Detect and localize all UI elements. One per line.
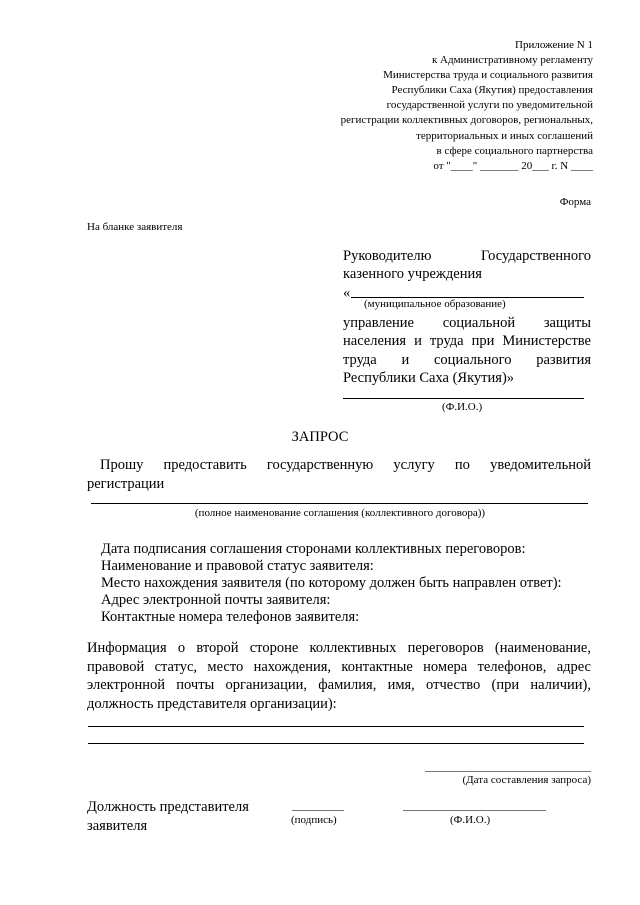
second-party-line: Информация о второй стороне коллективных переговоров (наименование, xyxy=(87,640,591,656)
second-party-line-1 xyxy=(88,726,584,727)
appendix-line: Республики Саха (Якутия) предоставления xyxy=(391,84,593,97)
second-party-line-2 xyxy=(88,743,584,744)
appendix-header xyxy=(341,38,593,174)
request-block xyxy=(87,456,591,493)
appendix-line: государственной услуги по уведомительной xyxy=(386,99,593,112)
letterhead-note: На бланке заявителя xyxy=(87,221,183,233)
page-title: ЗАПРОС xyxy=(291,429,349,445)
date-caption: (Дата составления запроса) xyxy=(462,774,591,786)
appendix-line: к Административному регламенту xyxy=(431,54,593,67)
field-label: Место нахождения заявителя (по которому должен быть направлен ответ): xyxy=(101,575,562,591)
addressee-line: « xyxy=(343,284,351,301)
addressee-fio-caption: (Ф.И.О.) xyxy=(442,401,483,413)
second-party-line: правовой статус, место нахождения, контактные номера телефонов, адрес xyxy=(87,658,591,675)
appendix-line: Министерства труда и социального развития xyxy=(383,69,593,82)
addressee-fio-line xyxy=(343,398,584,399)
addressee-line: управление социальной защиты xyxy=(343,315,591,331)
agreement-line xyxy=(91,503,588,504)
date-line xyxy=(425,771,591,772)
request-line: Прошу предоставить государственную услугу по уведомительной xyxy=(100,457,591,473)
field-label: Контактные номера телефонов заявителя: xyxy=(101,609,360,625)
form-label: Форма xyxy=(559,196,591,208)
addressee-line: Республики Саха (Якутия)» xyxy=(343,369,515,386)
appendix-line: Приложение N 1 xyxy=(515,39,593,51)
request-line: регистрации xyxy=(87,475,165,492)
appendix-line: в сфере социального партнерства xyxy=(436,144,593,157)
addressee-block-2 xyxy=(343,314,591,387)
field-label: Дата подписания соглашения сторонами коллективных переговоров: xyxy=(101,541,526,557)
appendix-line: территориальных и иных соглашений xyxy=(416,129,593,142)
second-party-line: электронной почты организации, фамилия, имя, отчество (при наличии), xyxy=(87,677,591,693)
field-label: Наименование и правовой статус заявителя: xyxy=(101,558,374,574)
addressee-line: населения и труда при Министерстве xyxy=(343,333,591,350)
addressee-block xyxy=(343,247,591,302)
position-label: Должность представителя xyxy=(87,799,249,815)
addressee-line: труда и социального развития xyxy=(343,351,591,368)
signature-line xyxy=(292,810,344,811)
field-label: Адрес электронной почты заявителя: xyxy=(101,592,331,608)
agreement-caption: (полное наименование соглашения (коллективного договора)) xyxy=(194,507,486,519)
second-party-block xyxy=(87,639,591,713)
addressee-line: казенного учреждения xyxy=(343,266,482,283)
signer-fio-caption: (Ф.И.О.) xyxy=(450,814,491,826)
addressee-line: Руководителю Государственного xyxy=(343,248,591,264)
appendix-line: от "____" _______ 20___ г. N ____ xyxy=(433,159,593,172)
second-party-line: должность представителя организации): xyxy=(87,695,337,712)
appendix-line: регистрации коллективных договоров, региональных, xyxy=(340,114,593,127)
signer-fio-line xyxy=(403,810,546,811)
position-label: заявителя xyxy=(87,818,148,834)
municipality-caption: (муниципальное образование) xyxy=(364,298,506,310)
signature-caption: (подпись) xyxy=(291,814,337,826)
